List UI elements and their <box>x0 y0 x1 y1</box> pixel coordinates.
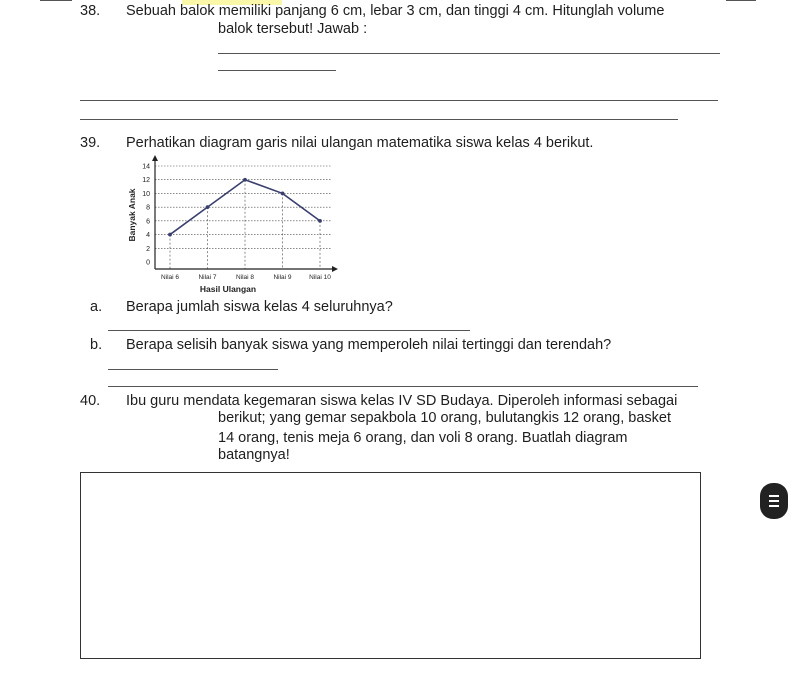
q40-number: 40. <box>80 393 101 409</box>
data-point <box>243 178 247 182</box>
q40-line1: Ibu guru mendata kegemaran siswa kelas IV SD Budaya. Diperoleh informasi sebagai <box>126 393 678 409</box>
q39a-label: a. <box>90 299 103 315</box>
q39b-answer-line-1[interactable] <box>108 369 278 370</box>
q38-line1: Sebuah balok memiliki panjang 6 cm, lebar 3 cm, dan tinggi 4 cm. Hitunglah volume <box>126 3 665 19</box>
chart-vertical-guides <box>170 180 320 269</box>
x-axis-arrow <box>332 266 338 272</box>
q39-prompt: Perhatikan diagram garis nilai ulangan matematika siswa kelas 4 berikut. <box>126 135 594 151</box>
x-tick-label: Nilai 10 <box>309 274 331 281</box>
y-tick-label: 10 <box>142 190 150 198</box>
menu-button[interactable] <box>760 483 788 519</box>
x-tick-label: Nilai 8 <box>235 274 255 281</box>
x-axis-label: Hasil Ulangan <box>199 284 257 294</box>
q40-line4: batangnya! <box>218 447 290 463</box>
q39b-text: Berapa selisih banyak siswa yang memperoleh nilai tertinggi dan terendah? <box>126 337 612 353</box>
top-rule-right <box>726 0 756 1</box>
q38-answer-line-2[interactable] <box>218 70 336 71</box>
y-tick-label: 0 <box>146 259 150 267</box>
y-tick-labels <box>142 164 150 267</box>
q39a-text: Berapa jumlah siswa kelas 4 seluruhnya? <box>126 299 393 315</box>
x-tick-label: Nilai 6 <box>160 274 180 281</box>
q38-answer-line-1[interactable] <box>218 53 720 54</box>
data-point <box>168 233 172 237</box>
q38-number: 38. <box>80 3 101 19</box>
q38-answer-line-3[interactable] <box>80 100 718 101</box>
data-point <box>318 219 322 223</box>
q39a-answer-line[interactable] <box>108 330 470 331</box>
q38-answer-line-4[interactable] <box>80 119 678 120</box>
top-rule-left <box>40 0 72 1</box>
y-axis-arrow <box>152 155 158 161</box>
data-point <box>281 192 285 196</box>
y-tick-label: 2 <box>146 245 150 253</box>
q40-line3: 14 orang, tenis meja 6 orang, dan voli 8 orang. Buatlah diagram <box>218 430 628 446</box>
q39-number: 39. <box>80 135 101 151</box>
q38-line2: balok tersebut! Jawab : <box>218 21 368 37</box>
data-point <box>206 205 210 209</box>
y-tick-label: 4 <box>146 232 150 240</box>
y-tick-label: 14 <box>142 163 150 171</box>
line-chart <box>120 155 350 295</box>
q39b-label: b. <box>90 337 103 353</box>
x-tick-labels <box>161 274 331 281</box>
x-tick-label: Nilai 9 <box>273 274 292 281</box>
menu-icon <box>769 494 779 509</box>
q39b-answer-line-2[interactable] <box>108 386 698 387</box>
q40-answer-box[interactable] <box>80 472 701 659</box>
y-tick-label: 6 <box>146 218 150 226</box>
chart-gridlines <box>155 166 332 248</box>
x-tick-label: Nilai 7 <box>198 274 217 281</box>
y-tick-label: 12 <box>142 177 150 185</box>
y-tick-label: 8 <box>146 204 150 212</box>
q40-line2: berikut; yang gemar sepakbola 10 orang, bulutangkis 12 orang, basket <box>218 410 672 426</box>
y-axis-label: Banyak Anak <box>127 188 137 242</box>
